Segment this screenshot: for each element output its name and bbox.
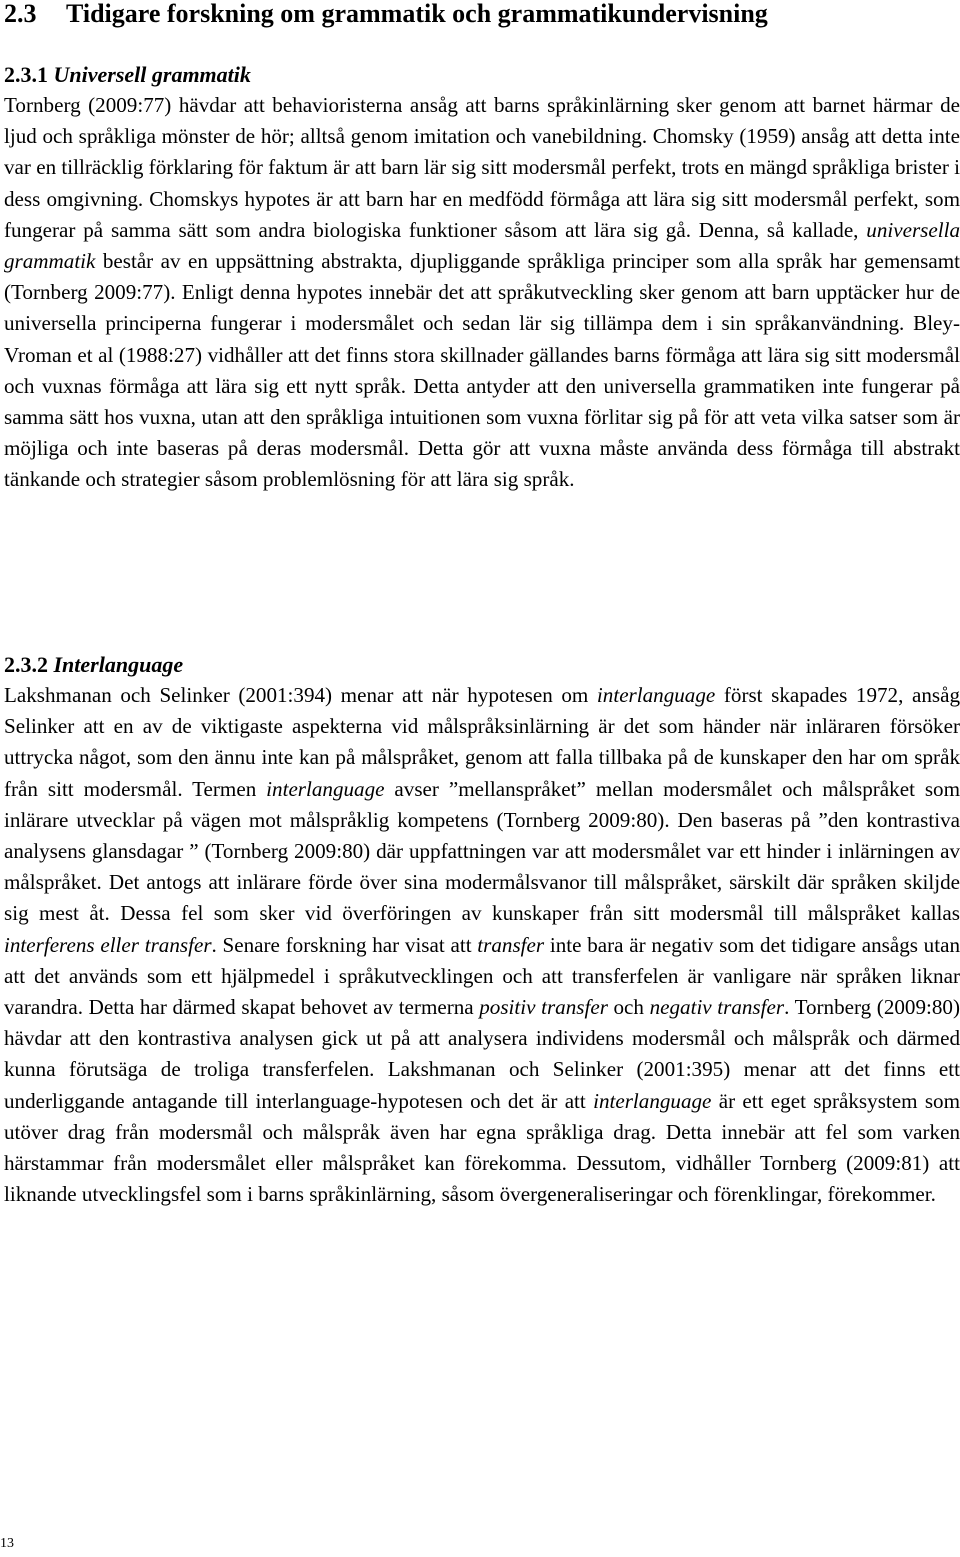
text-run: är ett eget språksystem som utöver drag från modersmål och målspråk även har egna språkliga drag. Detta innebär att fel som varken härstammar från modersmålet eller målspråket kan förekomma. Dessutom, vidhåller Tornberg (2009:81) att liknande utvecklingsfel som i barns språkinlärning, såsom övergeneraliseringar och förenklingar, förekommer. <box>4 1088 960 1207</box>
emphasis-term: positiv transfer <box>479 995 608 1020</box>
emphasis-term: interlanguage <box>593 1088 712 1113</box>
section-title: Tidigare forskning om grammatik och grammatikundervisning <box>66 0 768 28</box>
subsection-universell-grammatik <box>4 59 960 496</box>
body-paragraph <box>4 90 960 496</box>
emphasis-term: interlanguage <box>266 776 385 801</box>
body-paragraph <box>4 680 960 1210</box>
subsection-title: Interlanguage <box>53 652 184 677</box>
emphasis-term: negativ transfer <box>649 995 785 1020</box>
page-number: 13 <box>0 1536 14 1551</box>
emphasis-term: interlanguage <box>596 683 716 707</box>
subsection-number: 2.3.1 <box>4 62 48 87</box>
text-run: Lakshmanan och Selinker (2001:394) menar att när hypotesen om <box>4 683 597 707</box>
text-run: inte bara är negativ som det tidigare ansågs utan att det används som ett hjälpmedel i språkutvecklingen och att transferfelen är vanligare när språken liknar varandra. Detta har därmed skapat behovet av termerna <box>4 932 960 1020</box>
section-number: 2.3 <box>4 0 37 28</box>
text-run: först skapades 1972, ansåg Selinker att en av de viktigaste aspekterna vid målspråksinlärning är det som händer när inläraren försöker uttrycka något, som den ännu inte kan på målspråket, genom att falla tillbaka på de kunskaper den har om språk från sitt modersmål. Termen <box>4 683 960 801</box>
subsection-heading <box>4 59 960 90</box>
subsection-title: Universell grammatik <box>53 62 251 87</box>
section-heading <box>4 0 960 30</box>
subsection-number: 2.3.2 <box>4 652 48 677</box>
emphasis-term: universella grammatik <box>4 217 960 274</box>
text-run: och <box>607 995 650 1020</box>
text-run: består av en uppsättning abstrakta, djupliggande språkliga principer som alla språk har gemensamt (Tornberg 2009:77). Enligt denna hypotes innebär det att språkutveckling sker genom att barn upptäcker hur de universella principerna fungerar i modersmålet och sedan lär sig tillämpa dem i sin språkanvändning. Bley-Vroman et al (1988:27) vidhåller att det finns stora skillnader gällandes barns förmåga att lära sig sitt modersmål och vuxnas förmåga att lära sig ett nytt språk. Detta antyder att den universella grammatiken inte fungerar på samma sätt hos vuxna, utan att den språkliga intuitionen som vuxna förlitar sig på för att veta vilka satser som är möjliga och inte baseras på deras modersmål. Detta gör att vuxna måste använda dess förmåga till abstrakt tänkande och strategier såsom problemlösning för att lära sig språk. <box>4 249 960 492</box>
text-run: . Tornberg (2009:80) hävdar att den kontrastiva analysen gick ut på att analysera individens modersmål och målspråk och därmed kunna förutsäga de troliga transferfelen. Lakshmanan och Selinker (2001:395) menar att det finns ett underliggande antagande till interlanguage-hypotesen och det är att <box>4 995 960 1113</box>
emphasis-term: interferens eller transfer <box>4 932 212 957</box>
subsection-heading <box>4 649 960 680</box>
text-run: avser ”mellanspråket” mellan modersmålet och målspråket som inlärare utvecklar på vägen mot målspråklig kompetens (Tornberg 2009:80). Den baseras på ”den kontrastiva analysens glansdagar ” (Tornberg 2009:80) där uppfattningen var att modersmålet var ett hinder i inlärningen av målspråket. Det antogs att inlärare förde över sina modermålsvanor till målspråket, särskilt där språken skiljde sig mest åt. Dessa fel som sker vid överföringen av kunskaper från sitt modersmål till målspråket kallas <box>4 776 960 926</box>
text-run: . Senare forskning har visat att <box>211 932 478 957</box>
emphasis-term: transfer <box>477 932 545 957</box>
subsection-interlanguage <box>4 649 960 1210</box>
text-run: Tornberg (2009:77) hävdar att behavioristerna ansåg att barns språkinlärning sker genom att barnet härmar de ljud och språkliga mönster de hör; alltså genom imitation och vanebildning. Chomsky (1959) ansåg att detta inte var en tillräcklig förklaring för faktum är att barn lär sig sitt modersmål perfekt, trots en mängd språkliga brister i dess omgivning. Chomskys hypotes är att barn har en medfödd förmåga att lära sig sitt modersmål perfekt, som fungerar på samma sätt som andra biologiska funktioner såsom att lära sig gå. Denna, så kallade, <box>4 93 960 242</box>
